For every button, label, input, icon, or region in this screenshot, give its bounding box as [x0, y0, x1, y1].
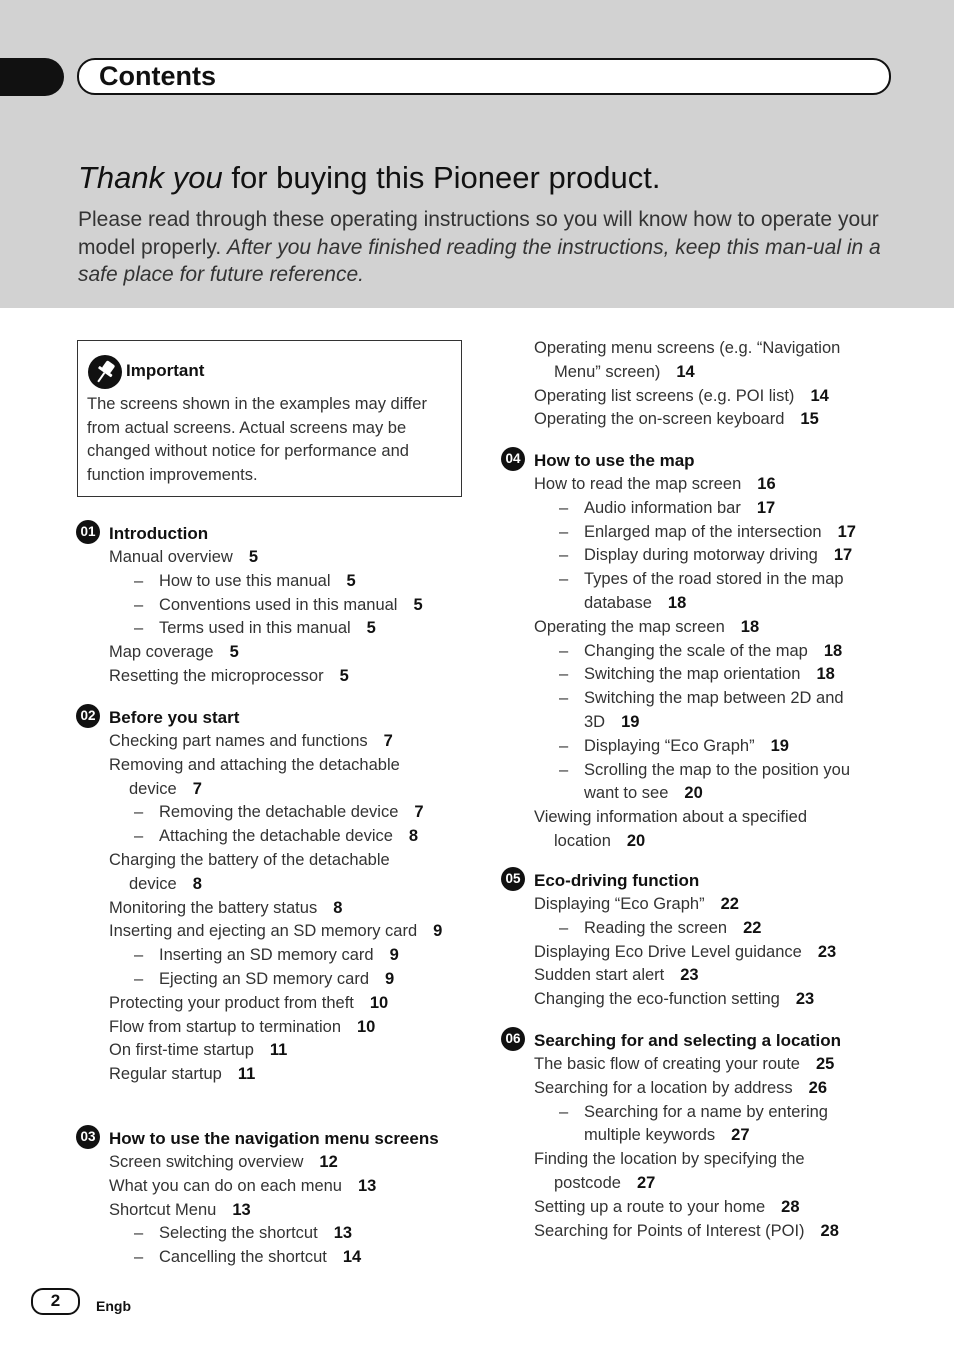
entry-text: Resetting the microprocessor: [109, 666, 324, 685]
title-italic: Thank you: [78, 160, 223, 195]
toc-subentry[interactable]: [134, 944, 454, 968]
contents-title: Contents: [99, 61, 216, 91]
page-number: 2: [31, 1288, 80, 1315]
entry-page-number: 5: [229, 643, 239, 662]
toc-subentry[interactable]: [134, 570, 454, 594]
entry-text: Switching the map orientation: [584, 665, 801, 684]
pushpin-icon: [88, 355, 122, 389]
entry-text: What you can do on each menu: [109, 1176, 342, 1195]
toc-entry[interactable]: [109, 1175, 454, 1199]
entry-page-number: 27: [636, 1173, 656, 1192]
entry-text: Operating the map screen: [534, 617, 725, 636]
entry-page-number: 13: [333, 1224, 353, 1243]
entry-page-number: 7: [414, 803, 424, 822]
entry-page-number: 9: [385, 969, 395, 988]
section-heading[interactable]: [505, 1029, 879, 1053]
toc-subentry[interactable]: [559, 687, 879, 735]
toc-entry[interactable]: [534, 941, 879, 965]
section-heading[interactable]: [505, 449, 879, 473]
entry-text: Inserting and ejecting an SD memory card: [109, 922, 418, 941]
entry-text: Protecting your product from theft: [109, 993, 354, 1012]
entry-page-number: 27: [731, 1126, 750, 1145]
entry-text: Display during motorway driving: [584, 546, 818, 565]
entry-text: Map coverage: [109, 643, 214, 662]
toc-entry[interactable]: [109, 920, 454, 944]
entry-page-number: 11: [237, 1065, 256, 1084]
toc-entry[interactable]: [109, 1151, 454, 1175]
entry-page-number: 18: [667, 593, 687, 612]
toc-entry[interactable]: [109, 992, 454, 1016]
dash-bullet: –: [134, 595, 144, 614]
toc-subentry[interactable]: [134, 594, 454, 618]
page-title: [78, 160, 660, 196]
entry-page-number: 23: [817, 942, 837, 961]
contents-header: [77, 58, 891, 95]
toc-subentry[interactable]: [134, 1246, 454, 1270]
entry-text: Monitoring the battery status: [109, 898, 318, 917]
entry-page-number: 23: [795, 990, 815, 1009]
dash-bullet: –: [134, 1248, 144, 1267]
dash-bullet: –: [559, 1102, 569, 1121]
entry-text: Setting up a route to your home: [534, 1197, 766, 1216]
toc-subentry[interactable]: [134, 617, 454, 641]
entry-page-number: 5: [339, 666, 349, 685]
entry-text: Searching for Points of Interest (POI): [534, 1221, 805, 1240]
entry-text: Conventions used in this manual: [159, 595, 398, 614]
entry-page-number: 14: [676, 362, 695, 381]
entry-text: Removing and attaching the detachable device: [109, 755, 400, 798]
toc-section-04: [505, 449, 879, 854]
section-title: Eco-driving function: [534, 871, 700, 890]
entry-page-number: 25: [815, 1055, 835, 1073]
toc-entry[interactable]: [534, 1220, 879, 1244]
entry-page-number: 13: [357, 1176, 377, 1195]
entry-page-number: 9: [389, 946, 399, 965]
section-heading[interactable]: [80, 1127, 454, 1151]
entry-text: Searching for a location by address: [534, 1078, 793, 1097]
entry-text: Displaying Eco Drive Level guidance: [534, 942, 802, 961]
chapter-number-badge: 02: [76, 704, 100, 728]
toc-subentry[interactable]: [559, 759, 879, 807]
section-title: Before you start: [109, 708, 240, 727]
toc-entry[interactable]: [109, 641, 454, 665]
toc-subentry[interactable]: [134, 968, 454, 992]
toc-section-01: [80, 522, 454, 689]
toc-subentry[interactable]: [134, 1222, 454, 1246]
entry-page-number: 5: [366, 619, 376, 638]
entry-page-number: 26: [808, 1078, 828, 1097]
entry-text: Operating menu screens (e.g. “Navigation Menu” screen): [534, 339, 841, 381]
entry-text: Searching for a name by entering multiple keywords: [584, 1102, 828, 1145]
entry-text: Manual overview: [109, 548, 233, 566]
important-text: The screens shown in the examples may differ from actual screens. Actual screens may be changed without notice for performance and function improvements.: [87, 395, 427, 484]
entry-text: Displaying “Eco Graph”: [584, 736, 755, 755]
entry-page-number: 8: [333, 898, 343, 917]
toc-subentry[interactable]: [559, 568, 879, 616]
entry-text: Displaying “Eco Graph”: [534, 895, 705, 913]
dash-bullet: –: [559, 736, 569, 755]
entry-text: Changing the scale of the map: [584, 641, 808, 660]
toc-entry[interactable]: [109, 1016, 454, 1040]
entry-page-number: 8: [408, 827, 419, 846]
section-title: How to use the map: [534, 451, 695, 470]
entry-page-number: 20: [684, 784, 703, 803]
entry-page-number: 18: [823, 641, 843, 660]
entry-page-number: 14: [810, 386, 829, 405]
toc-entry[interactable]: [534, 473, 879, 497]
dash-bullet: –: [134, 946, 144, 965]
toc-section-06: [505, 1029, 879, 1243]
entry-text: Checking part names and functions: [109, 732, 368, 750]
toc-entry[interactable]: [109, 730, 454, 754]
toc-subentry[interactable]: [559, 917, 879, 941]
entry-page-number: 13: [232, 1200, 251, 1219]
entry-page-number: 10: [357, 1017, 376, 1036]
entry-text: Attaching the detachable device: [159, 827, 393, 846]
entry-page-number: 15: [800, 410, 819, 429]
entry-text: Charging the battery of the detachable device: [109, 850, 390, 893]
entry-page-number: 18: [740, 617, 760, 636]
important-box: [77, 340, 462, 497]
important-label: Important: [126, 361, 205, 380]
toc-entry[interactable]: [534, 385, 879, 409]
toc-section-02: [80, 706, 454, 1087]
entry-text: Ejecting an SD memory card: [159, 969, 369, 988]
entry-page-number: 17: [756, 498, 776, 517]
toc-subentry[interactable]: [134, 825, 454, 849]
section-title: Introduction: [109, 524, 209, 543]
dash-bullet: –: [134, 827, 144, 846]
toc-entry[interactable]: [534, 1053, 879, 1077]
toc-subentry[interactable]: [559, 521, 879, 545]
dash-bullet: –: [134, 571, 144, 590]
dash-bullet: –: [559, 760, 569, 779]
entry-text: Audio information bar: [584, 498, 741, 517]
entry-text: Operating the on-screen keyboard: [534, 410, 785, 429]
title-rest: for buying this Pioneer product.: [222, 160, 661, 195]
entry-text: Inserting an SD memory card: [159, 946, 374, 965]
toc-subentry[interactable]: [559, 735, 879, 759]
entry-page-number: 8: [192, 874, 202, 893]
section-heading[interactable]: [505, 869, 879, 893]
entry-page-number: 22: [720, 895, 739, 913]
entry-text: How to use this manual: [159, 571, 331, 590]
intro-plain: Please read through these operating instructions so you will know how to operate your model properly.: [78, 208, 879, 259]
section-tab: [0, 58, 64, 96]
toc-subentry[interactable]: [134, 801, 454, 825]
dash-bullet: –: [134, 969, 144, 988]
entry-page-number: 19: [621, 712, 640, 731]
entry-text: Operating list screens (e.g. POI list): [534, 386, 795, 405]
entry-page-number: 28: [820, 1221, 839, 1240]
section-title: Searching for and selecting a location: [534, 1031, 842, 1050]
entry-text: Removing the detachable device: [159, 803, 399, 822]
dash-bullet: –: [134, 619, 144, 638]
entry-text: The basic flow of creating your route: [534, 1055, 800, 1073]
entry-page-number: 20: [626, 831, 646, 850]
dash-bullet: –: [559, 918, 569, 937]
intro-italic: After you have finished reading the instructions, keep this man-ual in a safe place for future reference.: [78, 235, 881, 286]
entry-text: Changing the eco-function setting: [534, 990, 780, 1009]
entry-page-number: 19: [770, 736, 789, 755]
toc-entry[interactable]: [534, 1148, 879, 1196]
entry-page-number: 9: [433, 922, 443, 941]
section-heading[interactable]: [80, 706, 454, 730]
intro-paragraph: [78, 206, 898, 289]
toc-subentry[interactable]: [559, 497, 879, 521]
entry-page-number: 16: [757, 475, 776, 493]
toc-entry[interactable]: [109, 897, 454, 921]
entry-page-number: 7: [383, 732, 393, 750]
toc-entry[interactable]: [534, 964, 879, 988]
entry-page-number: 17: [833, 546, 853, 565]
entry-page-number: 5: [248, 548, 258, 566]
toc-section-05: [505, 869, 879, 1012]
toc-entry[interactable]: [109, 1063, 454, 1087]
toc-subentry[interactable]: [559, 640, 879, 664]
dash-bullet: –: [559, 522, 569, 541]
entry-text: Screen switching overview: [109, 1153, 304, 1171]
entry-text: Viewing information about a specified location: [534, 808, 808, 850]
toc-entry[interactable]: [534, 616, 879, 640]
toc-entry[interactable]: [534, 1077, 879, 1101]
toc-entry[interactable]: [534, 1196, 879, 1220]
entry-page-number: 10: [369, 993, 389, 1012]
toc-entry[interactable]: [109, 1039, 454, 1063]
entry-page-number: 17: [837, 522, 856, 541]
entry-text: Reading the screen: [584, 918, 728, 937]
entry-page-number: 7: [192, 779, 202, 798]
entry-text: Sudden start alert: [534, 966, 665, 985]
chapter-number-badge: 04: [501, 447, 525, 471]
toc-entry[interactable]: [534, 337, 879, 385]
toc-entry[interactable]: [109, 546, 454, 570]
toc-subentry[interactable]: [559, 544, 879, 568]
entry-page-number: 14: [342, 1248, 362, 1267]
language-code: Engb: [96, 1298, 131, 1314]
entry-text: Switching the map between 2D and 3D: [584, 689, 844, 731]
entry-text: Finding the location by specifying the postcode: [534, 1150, 805, 1192]
dash-bullet: –: [559, 641, 569, 660]
toc-entry[interactable]: [534, 806, 879, 854]
dash-bullet: –: [134, 803, 144, 822]
entry-text: Flow from startup to termination: [109, 1017, 341, 1036]
entry-text: On first-time startup: [109, 1041, 254, 1060]
entry-page-number: 18: [816, 665, 835, 684]
toc-entry[interactable]: [534, 988, 879, 1012]
dash-bullet: –: [134, 1224, 144, 1243]
chapter-number-badge: 05: [501, 867, 525, 891]
toc-entry[interactable]: [109, 849, 454, 897]
entry-text: Regular startup: [109, 1065, 222, 1084]
dash-bullet: –: [559, 498, 569, 517]
entry-page-number: 23: [680, 966, 699, 985]
entry-page-number: 22: [743, 918, 762, 937]
toc-entry[interactable]: [109, 665, 454, 689]
entry-text: Enlarged map of the intersection: [584, 522, 822, 541]
toc-entry[interactable]: [109, 754, 454, 802]
chapter-number-badge: 03: [76, 1125, 100, 1149]
entry-text: Selecting the shortcut: [159, 1224, 318, 1243]
dash-bullet: –: [559, 689, 569, 708]
entry-text: Scrolling the map to the position you want to see: [584, 760, 850, 803]
toc-entry[interactable]: [534, 408, 879, 432]
section-heading[interactable]: [80, 522, 454, 546]
dash-bullet: –: [559, 546, 569, 565]
toc-section-03: [80, 1127, 454, 1270]
chapter-number-badge: 06: [501, 1027, 525, 1051]
dash-bullet: –: [559, 665, 569, 684]
chapter-number-badge: 01: [76, 520, 100, 544]
entry-page-number: 28: [781, 1197, 800, 1216]
toc-entry[interactable]: [109, 1199, 454, 1223]
entry-text: Terms used in this manual: [159, 619, 351, 638]
toc-subentry[interactable]: [559, 663, 879, 687]
entry-page-number: 5: [413, 595, 423, 614]
section-title: How to use the navigation menu screens: [109, 1129, 439, 1148]
entry-text: Types of the road stored in the map database: [584, 570, 844, 612]
toc-section-continued: [534, 337, 879, 432]
entry-page-number: 12: [319, 1153, 338, 1171]
entry-text: Shortcut Menu: [109, 1200, 217, 1219]
entry-page-number: 5: [346, 571, 356, 590]
toc-subentry[interactable]: [559, 1101, 879, 1149]
entry-text: Cancelling the shortcut: [159, 1248, 327, 1267]
toc-entry[interactable]: [534, 893, 879, 917]
dash-bullet: –: [559, 570, 569, 589]
entry-text: How to read the map screen: [534, 475, 742, 493]
entry-page-number: 11: [269, 1041, 288, 1060]
